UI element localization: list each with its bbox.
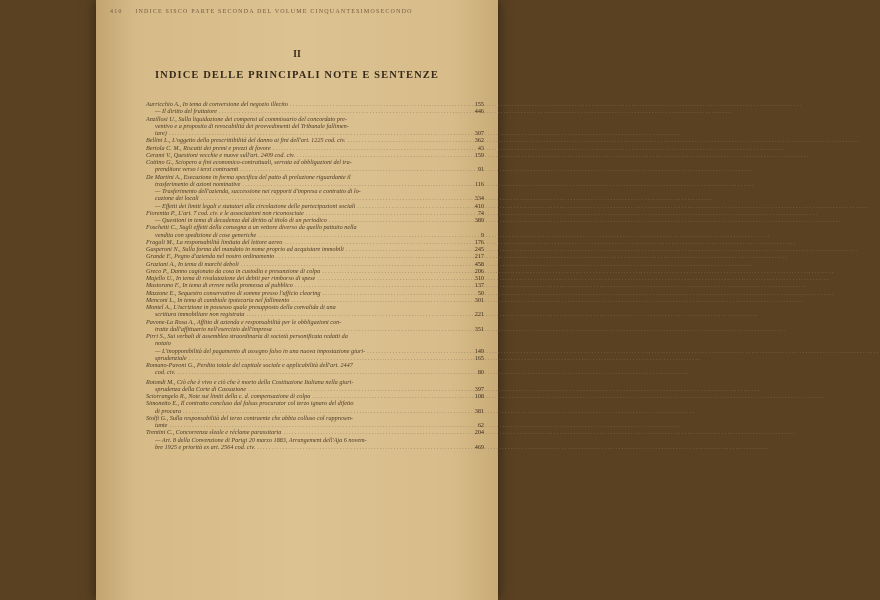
leader-dots	[274, 326, 473, 333]
index-entry	[146, 239, 484, 246]
entry-page-number: 458	[474, 260, 484, 268]
entry-page-number: 50	[477, 289, 484, 297]
leader-dots	[297, 152, 473, 159]
index-entry	[146, 408, 484, 415]
entry-text: Majello U., In tema di rivalutazione dei debiti per rimborso di spese	[146, 275, 316, 282]
leader-dots	[306, 210, 476, 217]
index-entry	[146, 422, 484, 429]
index-entry	[146, 137, 484, 144]
entry-text: — Art. 8 della Convenzione di Parigi 20 marzo 1883, Arrangement dell'Aja 6 novem-	[155, 436, 367, 444]
entry-text: Pavone-La Rosa A., Affitto di azienda e responsabilità per le obbligazioni con-	[146, 318, 342, 326]
leader-dots	[257, 444, 473, 451]
entry-text: Grande F., Pegno d'azienda nel nostro ordinamento	[146, 253, 275, 261]
entry-text: sprudenziale	[155, 354, 187, 362]
entry-text: Fragali M., La responsabilità limitata del lettore aereo	[146, 238, 283, 246]
entry-page-number: 221	[474, 311, 484, 319]
index-entry	[146, 261, 484, 268]
entry-text: Aurricchio A., In tema di conversione del negozio illecito	[146, 101, 288, 108]
leader-dots	[241, 261, 473, 268]
index-entry	[146, 181, 484, 188]
entry-text: Fiorentta P., L'art. 7 cod. civ. e le associazioni non riconosciute	[146, 209, 304, 217]
leader-dots	[322, 290, 475, 297]
section-numeral: II	[293, 49, 301, 60]
index-entry	[146, 333, 484, 340]
index-entry	[146, 246, 484, 253]
entry-page-number: 9	[480, 231, 484, 239]
entry-page-number: 149	[474, 347, 484, 355]
leader-dots	[283, 429, 472, 436]
leader-dots	[189, 355, 473, 362]
entry-text: notaio	[155, 340, 171, 348]
index-entry	[146, 253, 484, 260]
entry-text: Cerami V., Questioni vecchie e nuove sull'art. 2409 cod. civ.	[146, 151, 295, 159]
leader-dots	[248, 386, 473, 393]
leader-dots	[219, 108, 473, 115]
entry-text: di procura	[155, 407, 182, 415]
index-entry	[146, 116, 484, 123]
entry-page-number: 116	[474, 180, 484, 188]
index-entry	[146, 400, 484, 407]
leader-dots	[183, 408, 473, 415]
entry-text: Bertola C. M., Riscatti dei premi e prezzi di favore	[146, 144, 271, 152]
index-entry	[146, 145, 484, 152]
index-entry	[146, 232, 484, 239]
entry-page-number: 301	[474, 296, 484, 304]
entry-page-number: 307	[474, 130, 484, 137]
entry-page-number: 80	[477, 369, 484, 377]
entry-page-number: 155	[474, 101, 484, 108]
index-entry	[146, 101, 484, 108]
index-entry	[146, 297, 484, 304]
entry-text: — Effetti dei limiti legali e statutari alla circolazione delle partecipazioni sociali	[155, 202, 356, 210]
page-number: 410	[110, 9, 123, 15]
entry-text: Bellini L., L'oggetto della prescrittibilità del danno ai fini dell'art. 1225 cod. civ.	[146, 137, 346, 145]
index-entry	[146, 290, 484, 297]
index-entry	[146, 379, 484, 386]
leader-dots	[295, 282, 473, 289]
index-entry	[146, 268, 484, 275]
entry-page-number: 334	[474, 195, 484, 203]
leader-dots	[177, 369, 475, 376]
index-entry	[146, 369, 484, 376]
leader-dots	[357, 203, 472, 210]
index-entry	[146, 195, 484, 202]
entry-text: Mastorano F., In tema di errore nella promessa al pubblico	[146, 282, 293, 290]
entry-text: Greco P., Danno cagionato da cosa in custodia e presunzione di colpa	[146, 267, 321, 275]
leader-dots	[242, 181, 473, 188]
index-entry	[146, 130, 484, 137]
section-title: INDICE DELLE PRINCIPALI NOTE E SENTENZE	[155, 70, 439, 81]
entry-text: Trentini C., Concorrenza sleale e réclame parassitaria	[146, 429, 282, 437]
entry-text: Rotondi M., Ciò che è vivo e ciò che è morto della Costituzione Italiana nella giuri-	[146, 378, 354, 386]
entry-text: Foschetti C., Sugli effetti della consegna a un vettore diverso da quello pattuito nella	[146, 224, 357, 232]
entry-page-number: 397	[474, 385, 484, 393]
index-entry	[146, 152, 484, 159]
entry-text: Graziani A., In tema di marchi deboli	[146, 260, 239, 268]
entry-page-number: 204	[474, 429, 484, 437]
entry-page-number: 381	[474, 407, 484, 415]
entry-text: Montel A., L'iscrizione in possesso quale presupposto della convalida di una	[146, 304, 336, 311]
entry-text: Cottino G., Sciopero a fini economico-contrattuali, serrata ed obbligazioni del tra-	[146, 159, 352, 166]
index-entry	[146, 437, 484, 444]
entry-text: Anzillosi U., Sulla liquidazione dei compensi al commissario del concordato pre-	[146, 115, 347, 123]
entry-text: ventivo e a proposito di revocabilità dei provvedimenti del Tribunale fallimen-	[155, 122, 349, 130]
index-entry	[146, 282, 484, 289]
leader-dots	[169, 130, 473, 137]
leader-dots	[347, 137, 472, 144]
entry-text: Simonetto E., Il contratto concluso dal falsus procurator col terzo ignaro del difetto	[146, 400, 354, 408]
leader-dots	[322, 268, 473, 275]
leader-dots	[312, 393, 472, 400]
entry-page-number: 43	[477, 144, 484, 152]
entry-page-number: 446	[474, 108, 484, 116]
entry-text: — Trasferimento dell'azienda, successione nei rapporti d'impresa e contratto di lo-	[155, 188, 361, 195]
index-entry	[146, 348, 484, 355]
entry-text: scrittura immobiliare non registrata	[155, 311, 245, 319]
entry-page-number: 159	[474, 151, 484, 159]
running-head-text: INDICE SISCO PARTE SECONDA DEL VOLUME CINQUANTESIMOSECONDO	[135, 9, 413, 15]
index-entry	[146, 319, 484, 326]
leader-dots	[290, 101, 473, 108]
index-entry	[146, 217, 484, 224]
entry-page-number: 362	[474, 137, 484, 145]
index-entry	[146, 304, 484, 311]
entry-text: De Martini A., Esecuzione in forma specifica del patto di prelazione riguardante il	[146, 173, 351, 181]
entry-text: tratte dall'affittuario nell'esercizio dell'impresa	[155, 325, 272, 333]
index-entry	[146, 275, 484, 282]
index-entry	[146, 188, 484, 195]
index-entry	[146, 108, 484, 115]
entry-text: trasferimento di azioni nominative	[155, 180, 241, 188]
index-entry	[146, 174, 484, 181]
leader-dots	[346, 246, 473, 253]
leader-dots	[317, 275, 472, 282]
index-entry	[146, 166, 484, 173]
leader-dots	[201, 195, 473, 202]
leader-dots	[284, 239, 472, 246]
entry-text: Menconi L., In tema di cambiale ipotecaria nel fallimento	[146, 296, 290, 304]
entry-page-number: 206	[474, 267, 484, 275]
leader-dots	[367, 348, 473, 355]
index-entry	[146, 224, 484, 231]
entry-page-number: 165	[474, 354, 484, 362]
entry-text: Sciorrangelo R., Note sui limiti della c. d. compensazione di colpa	[146, 393, 311, 400]
entry-page-number: 91	[477, 166, 484, 174]
entry-text: tare)	[155, 130, 167, 137]
index-entries	[146, 101, 484, 451]
index-entry	[146, 203, 484, 210]
leader-dots	[329, 217, 473, 224]
leader-dots	[169, 422, 475, 429]
entry-page-number: 389	[474, 217, 484, 224]
entry-text: — L'inopponibilità del pagamento di assegno falso in una nuova impostazione giuri-	[155, 347, 366, 355]
index-entry	[146, 210, 484, 217]
leader-dots	[276, 253, 472, 260]
entry-text: sprudenza della Corte di Cassazione	[155, 385, 247, 393]
entry-text: Stolfi G., Sulla responsabilità del terzo contraente che abbia colluso col rappresen-	[146, 414, 353, 422]
index-entry	[146, 415, 484, 422]
entry-text: — Il diritto del fruttatore	[155, 108, 217, 116]
leader-dots	[240, 166, 475, 173]
entry-text: Gasperoni N., Sulla forma del mandato in nome proprio ad acquistare immobili	[146, 246, 344, 253]
index-entry	[146, 340, 484, 347]
index-entry	[146, 393, 484, 400]
entry-text: Mazzone E., Sequestro conservativo di somme presso l'ufficio clearing	[146, 289, 321, 297]
entry-text: — Questioni in tema di decadenza dal diritto al titolo di un periodico	[155, 217, 327, 224]
entry-text: prenditore verso i terzi contraenti	[155, 166, 239, 174]
index-entry	[146, 326, 484, 333]
index-entry	[146, 362, 484, 369]
entry-page-number: 351	[474, 325, 484, 333]
leader-dots	[246, 311, 472, 318]
index-entry	[146, 429, 484, 436]
entry-text: tante	[155, 422, 168, 429]
entry-page-number: 469	[474, 443, 484, 451]
entry-page-number: 108	[474, 393, 484, 400]
entry-text: bre 1925 e priorità ex art. 2564 cod. civ.	[155, 443, 256, 451]
entry-page-number: 74	[477, 209, 484, 217]
entry-page-number: 176	[474, 238, 484, 246]
leader-dots	[258, 232, 479, 239]
entry-page-number: 310	[474, 275, 484, 282]
entry-text: cazione dei locali	[155, 195, 199, 203]
index-entry	[146, 159, 484, 166]
book-page	[96, 0, 498, 600]
leader-dots	[291, 297, 472, 304]
entry-page-number: 62	[477, 422, 484, 429]
leader-dots	[273, 145, 476, 152]
entry-text: Romano-Pavoni G., Perdita totale del capitale sociale e applicabilità dell'art. 2447	[146, 362, 353, 369]
index-entry	[146, 444, 484, 451]
entry-page-number: 137	[474, 282, 484, 290]
index-entry	[146, 311, 484, 318]
entry-text: vendita con spedizione di cose generiche	[155, 231, 257, 239]
entry-page-number: 245	[474, 246, 484, 253]
entry-text: Pirri S., Sui verbali di assemblea straordinaria di società personificata redatti da	[146, 333, 348, 340]
entry-page-number: 217	[474, 253, 484, 261]
entry-text: cod. civ.	[155, 369, 176, 377]
index-entry	[146, 123, 484, 130]
entry-page-number: 410	[474, 202, 484, 210]
index-entry	[146, 355, 484, 362]
index-entry	[146, 386, 484, 393]
running-head	[110, 9, 488, 15]
